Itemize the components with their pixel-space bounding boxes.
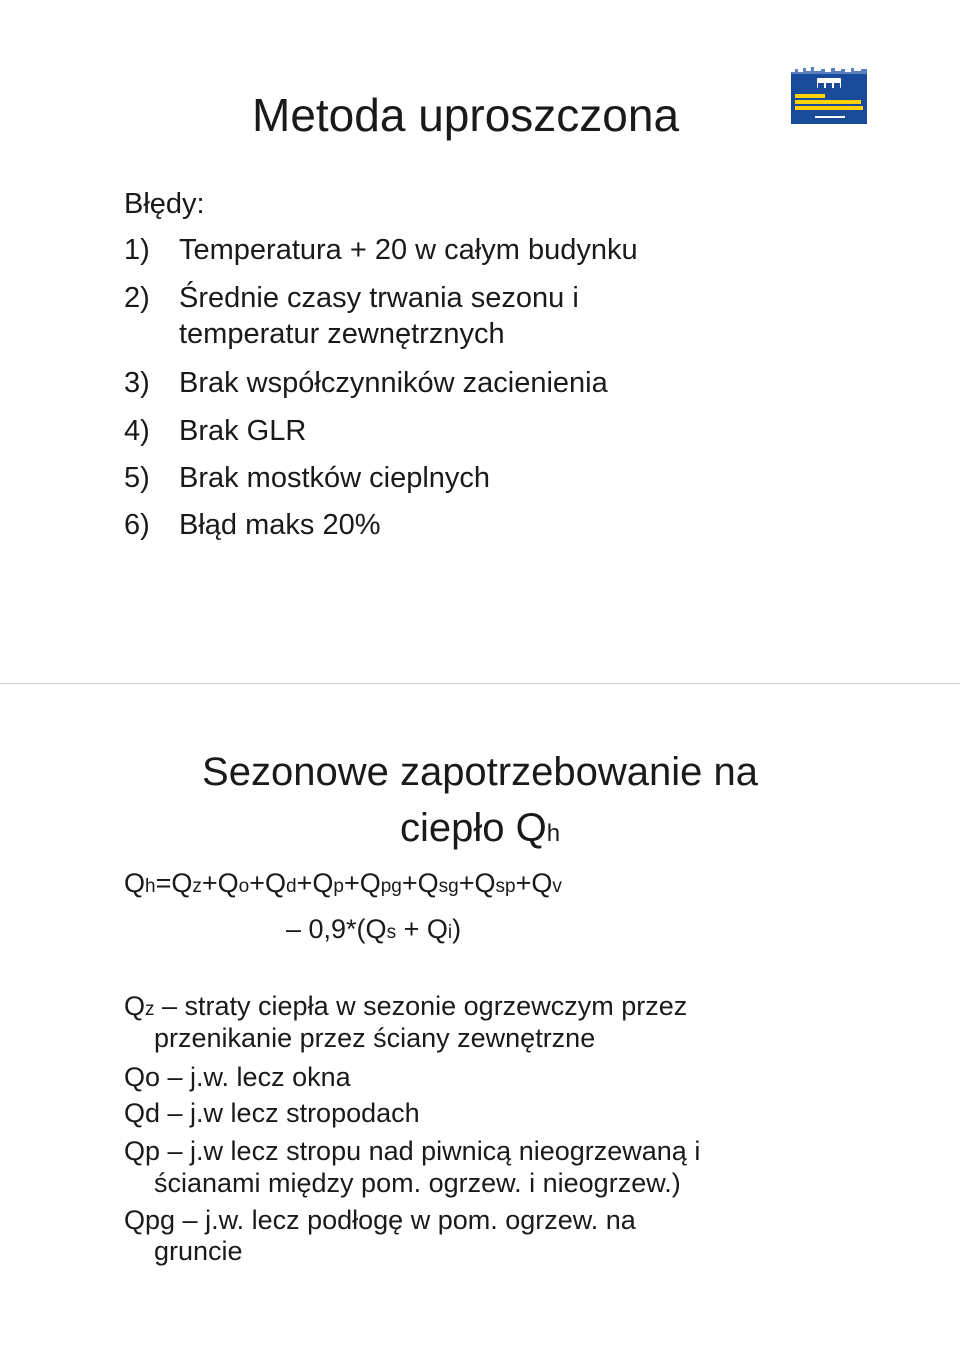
list-number: 6) [124,509,150,541]
logo-text-line [795,94,825,98]
logo-text-line [795,100,861,104]
institute-logo [791,66,867,124]
logo-text-line [795,106,863,110]
list-number: 5) [124,462,150,494]
definition-qp-cont: ścianami między pom. ogrzew. i nieogrzew.) [154,1168,681,1198]
title-subscript: h [546,820,561,847]
def-text: – j.w. lecz podłogę w pom. ogrzew. na [175,1205,636,1235]
def-text: – j.w. lecz okna [160,1062,351,1092]
equation-text: +Q [249,868,287,898]
def-symbol: Qd [124,1098,161,1128]
def-symbol: Q [124,991,146,1021]
equation-subscript: p [333,876,344,897]
list-text: Brak mostków cieplnych [179,462,491,494]
equation-subscript: sp [495,876,516,897]
equation-text: +Q [401,868,439,898]
equation-text: +Q [296,868,334,898]
equation-subscript: v [552,876,562,897]
def-symbol: Qpg [124,1205,176,1235]
list-number: 2) [124,282,150,314]
equation-text: +Q [201,868,239,898]
list-text: Temperatura + 20 w całym budynku [179,234,638,266]
definition-qz-cont: przenikanie przez ściany zewnętrzne [154,1023,596,1053]
def-symbol: Qo [124,1062,161,1092]
def-symbol: Qp [124,1136,161,1166]
list-number: 3) [124,367,150,399]
slide-2-title-line-1: Sezonowe zapotrzebowanie na [202,750,758,794]
def-subscript: z [145,999,155,1020]
definition-qo [124,1062,351,1093]
equation-subscript: d [286,876,297,897]
def-text: – straty ciepła w sezonie ogrzewczym przez [154,991,688,1021]
equation-subscript: h [145,876,156,897]
logo-url-line [815,116,845,118]
equation-subscript: pg [380,876,402,897]
slide-2 [0,684,960,1367]
equation-subscript: o [238,876,250,897]
title-text: ciepło Q [399,806,547,850]
equation-subscript: i [447,922,453,943]
equation-text: =Q [155,868,193,898]
def-text: – j.w lecz stropodach [160,1098,420,1128]
equation-text: ) [452,914,462,944]
logo-ign-mark [817,78,841,88]
definition-qpg-cont: gruncie [154,1236,243,1266]
equation-text: – 0,9*(Q [286,914,387,944]
slide-1 [0,0,960,683]
equation-subscript: sg [438,876,459,897]
definition-qd [124,1098,420,1129]
list-text: Błąd maks 20% [179,509,381,541]
equation-text: + Q [396,914,448,944]
list-text-cont: temperatur zewnętrznych [179,318,505,350]
definition-qpg [124,1205,636,1236]
list-number: 1) [124,234,150,266]
equation-text: +Q [458,868,496,898]
equation-subscript: z [192,876,202,897]
slide-1-title: Metoda uproszczona [252,89,680,141]
equation-subscript: s [386,922,397,943]
errors-heading: Błędy: [124,188,205,220]
definition-qz [124,991,687,1022]
equation-text: +Q [343,868,381,898]
list-text: Brak współczynników zacienienia [179,367,608,399]
list-text: Brak GLR [179,415,307,447]
definition-qp [124,1136,700,1167]
def-text: – j.w lecz stropu nad piwnicą nieogrzewaną i [160,1136,701,1166]
equation-line-2 [286,914,461,945]
list-text: Średnie czasy trwania sezonu i [179,282,579,314]
slide-2-title-line-2 [0,806,960,851]
equation-text: Q [124,868,146,898]
equation-text: +Q [515,868,553,898]
list-number: 4) [124,415,150,447]
equation-line-1 [124,868,562,899]
